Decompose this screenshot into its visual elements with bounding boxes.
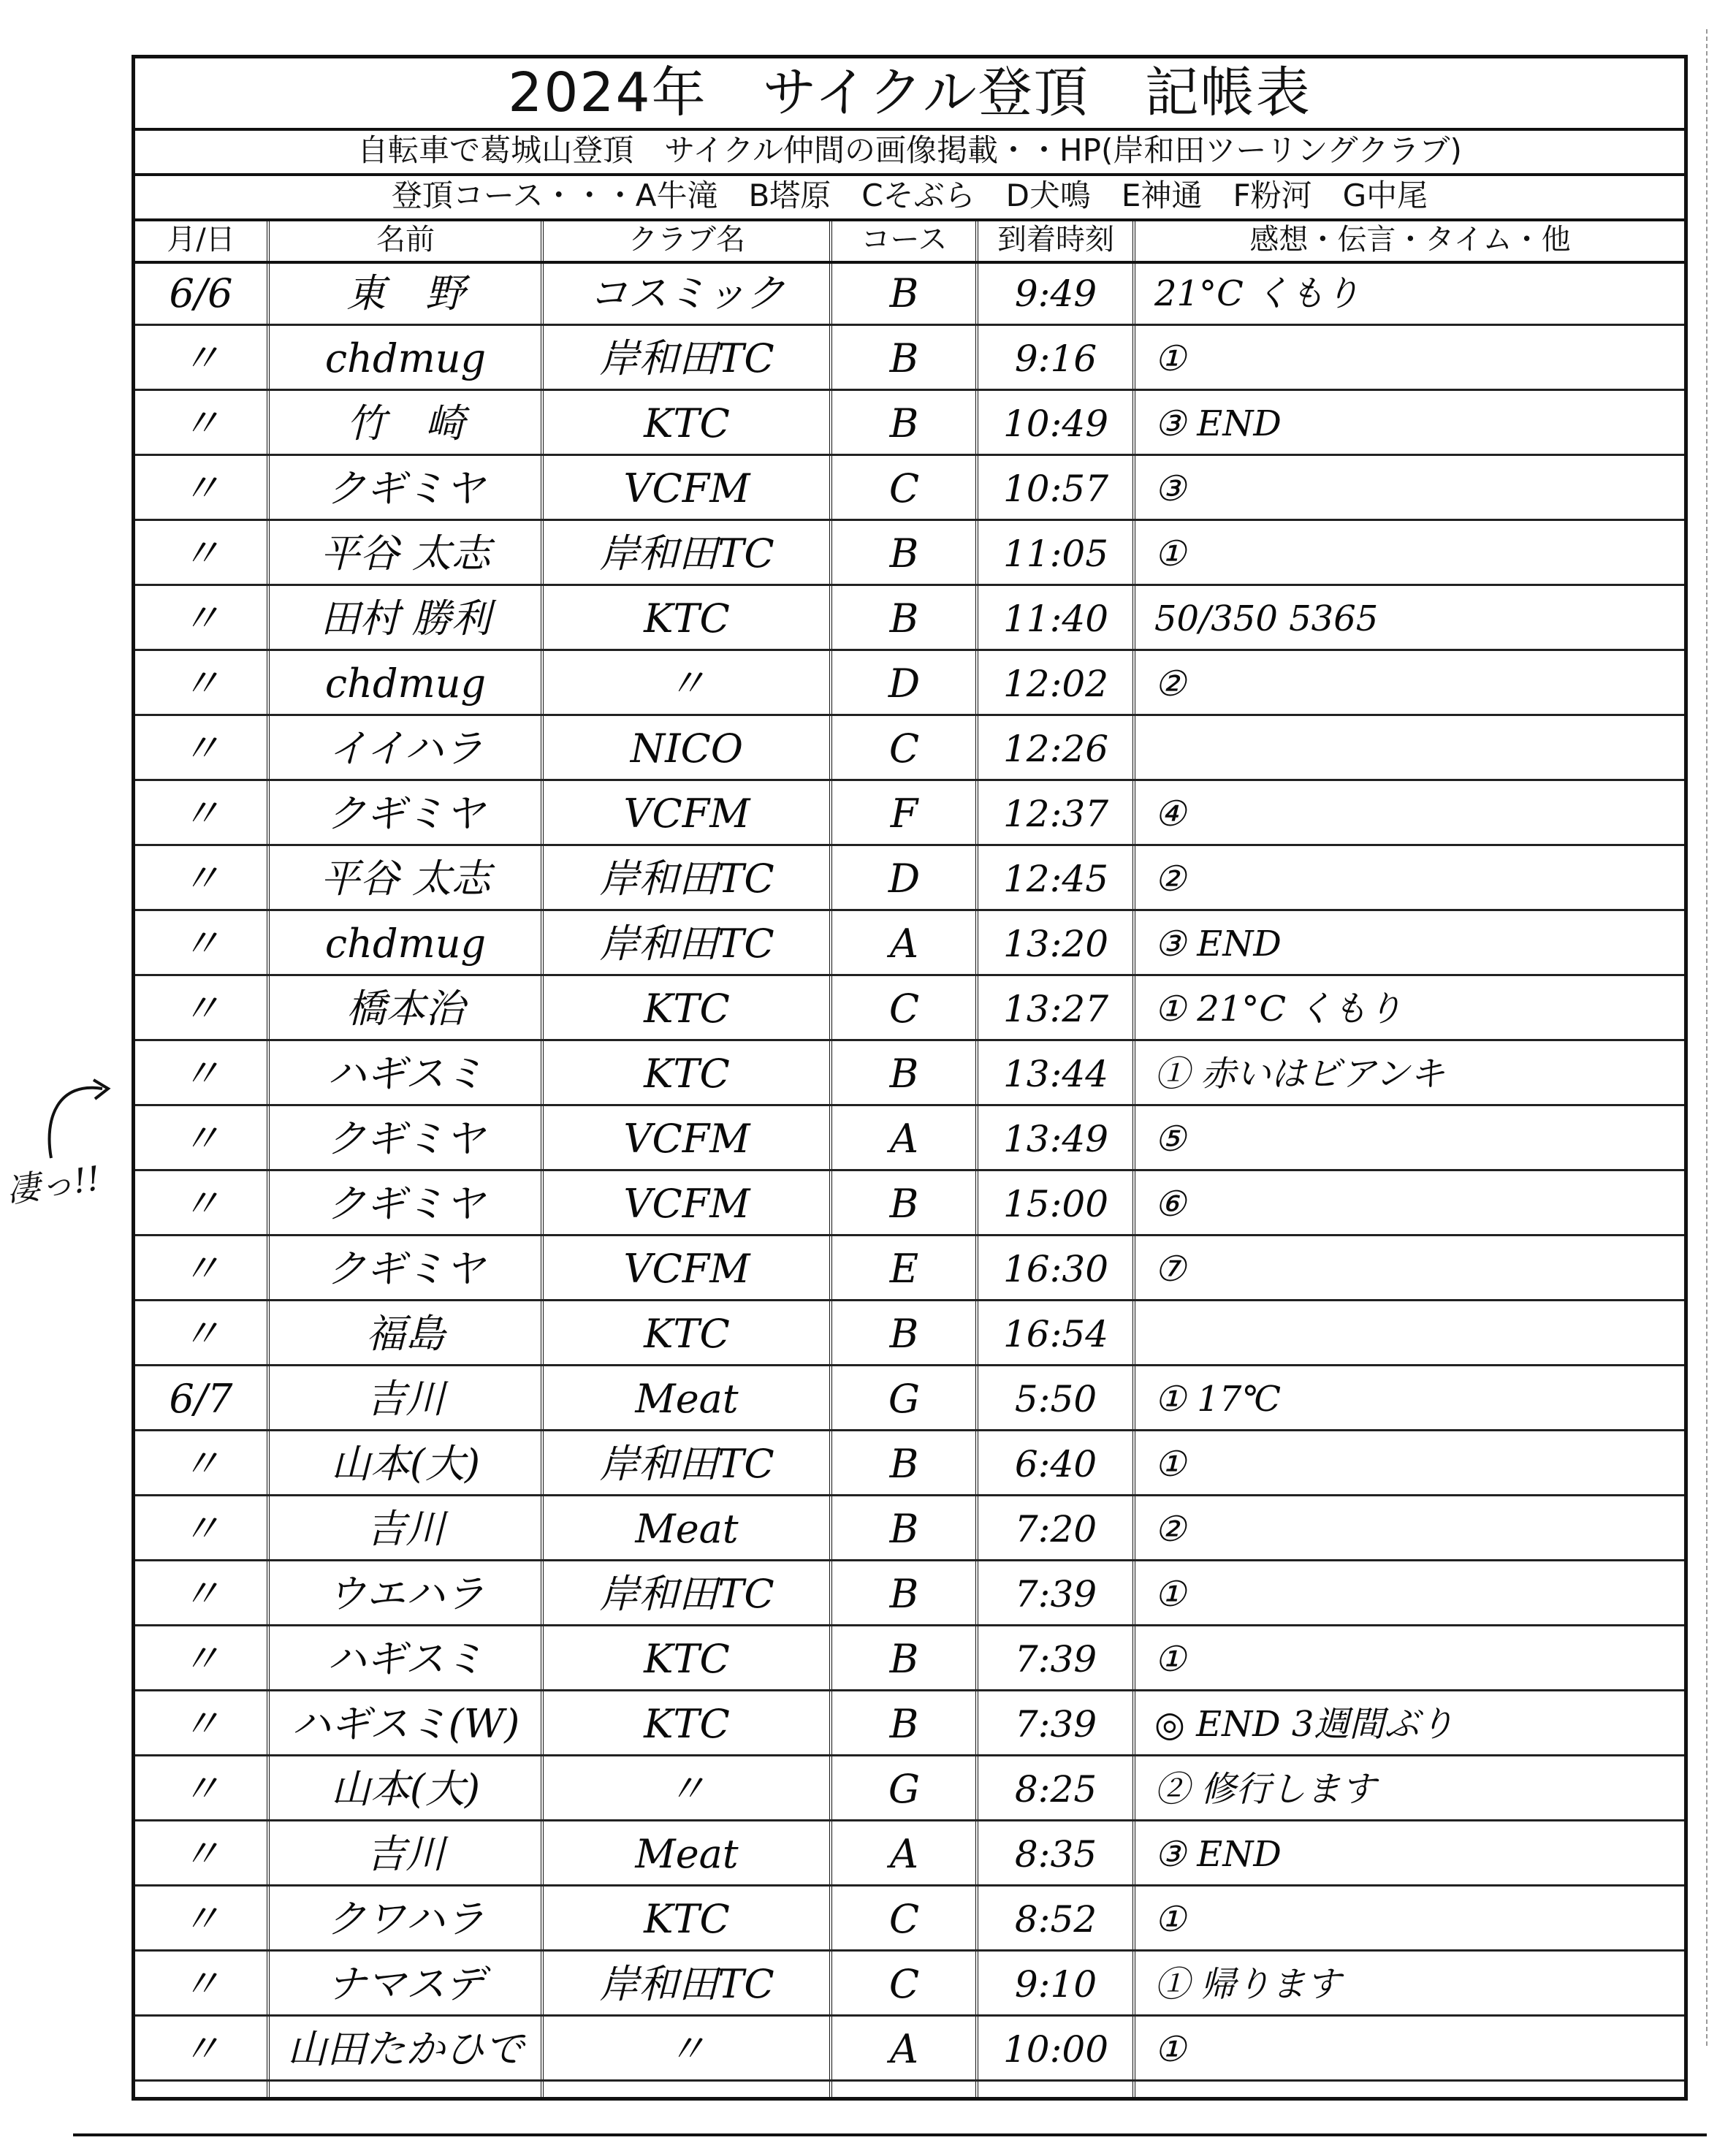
row-course: E [889, 1246, 919, 1292]
row-club: 岸和田TC [599, 1571, 774, 1617]
row-course: C [888, 726, 920, 772]
table-row [135, 261, 1684, 326]
table-row [135, 391, 1684, 456]
row-club: VCFM [623, 1181, 750, 1227]
row-course: B [889, 1636, 919, 1682]
row-course: F [890, 791, 918, 837]
row-course: A [890, 921, 918, 967]
row-note: ② [1154, 1509, 1187, 1550]
row-course: B [889, 335, 919, 381]
row-date: 〃 [181, 2026, 221, 2072]
row-name: 橋本治 [346, 986, 465, 1032]
row-date: 〃 [181, 1246, 221, 1292]
table-row [135, 1171, 1684, 1236]
row-date: 6/7 [169, 1376, 233, 1422]
column-header-name: 名前 [376, 223, 435, 256]
row-club: Meat [635, 1506, 739, 1552]
row-time: 10:49 [1002, 403, 1109, 445]
row-course: D [888, 856, 921, 902]
row-name: クギミヤ [327, 791, 484, 837]
row-date: 〃 [181, 1116, 221, 1162]
row-date: 〃 [181, 921, 221, 967]
row-club: VCFM [623, 465, 750, 511]
row-note: ① [1154, 1574, 1187, 1615]
row-club: KTC [644, 400, 730, 446]
row-name: クギミヤ [327, 465, 484, 511]
row-date: 〃 [181, 1896, 221, 1942]
row-name: chdmug [324, 660, 487, 707]
row-club: 岸和田TC [599, 1961, 774, 2007]
row-name: 吉川 [366, 1831, 445, 1877]
sheet-title: 2024年 サイクル登頂 記帳表 [135, 58, 1684, 131]
row-note: ③ [1154, 468, 1187, 509]
row-name: ハギスミ [327, 1636, 484, 1682]
row-course: B [889, 1311, 919, 1357]
row-note: ① [1154, 1899, 1187, 1940]
row-note: ③ END [1154, 403, 1282, 444]
row-name: ハギスミ(W) [291, 1701, 520, 1747]
row-time: 10:57 [1002, 468, 1109, 510]
row-time: 16:54 [1002, 1313, 1109, 1355]
row-club: KTC [644, 1051, 730, 1097]
course-legend: 登頂コース・・・A牛滝 B塔原 Cそぶら D犬鳴 E神通 F粉河 G中尾 [135, 173, 1684, 221]
row-time: 7:39 [1014, 1638, 1097, 1680]
row-date: 〃 [181, 1766, 221, 1812]
row-time: 15:00 [1002, 1183, 1109, 1225]
row-note: ① [1154, 1639, 1187, 1680]
row-club: KTC [644, 1896, 730, 1942]
row-name: 竹 崎 [346, 400, 465, 446]
row-time: 12:26 [1002, 728, 1109, 770]
row-club: VCFM [623, 1246, 750, 1292]
row-name: クギミヤ [327, 1116, 484, 1162]
row-note: ① 赤いはビアンキ [1154, 1054, 1445, 1094]
row-name: 平谷 太志 [320, 530, 491, 576]
row-date: 〃 [181, 726, 221, 772]
row-club: Meat [635, 1831, 739, 1877]
row-name: イイハラ [327, 726, 484, 772]
row-course: C [888, 1896, 920, 1942]
row-name: ハギスミ [327, 1051, 484, 1097]
row-club: 岸和田TC [599, 856, 774, 902]
row-note: ⑥ [1154, 1184, 1187, 1225]
table-row [135, 1691, 1684, 1756]
margin-note: 凄っ!! [4, 1158, 103, 1211]
row-club: 岸和田TC [599, 530, 774, 576]
table-row [135, 716, 1684, 781]
row-date: 〃 [181, 856, 221, 902]
row-note: ◎ END 3週間ぶり [1154, 1704, 1455, 1745]
row-club: 〃 [667, 1766, 707, 1812]
table-row [135, 586, 1684, 651]
row-course: G [888, 1766, 921, 1812]
row-time: 12:37 [1002, 793, 1109, 835]
row-time: 13:49 [1002, 1118, 1109, 1160]
row-date: 〃 [181, 335, 221, 381]
row-note: ① 21°C くもり [1154, 989, 1403, 1029]
row-club: Meat [635, 1376, 739, 1422]
row-course: B [889, 1181, 919, 1227]
row-course: A [890, 1831, 918, 1877]
row-time: 7:20 [1014, 1508, 1097, 1550]
sheet-subtitle: 自転車で葛城山登頂 サイクル仲間の画像掲載・・HP(岸和田ツーリングクラブ) [135, 128, 1684, 176]
row-course: B [889, 1051, 919, 1097]
row-date: 〃 [181, 1571, 221, 1617]
row-note: ① 17℃ [1154, 1379, 1282, 1420]
row-time: 16:30 [1002, 1248, 1109, 1290]
row-date: 〃 [181, 595, 221, 642]
row-name: 東 野 [346, 270, 465, 316]
row-course: B [889, 1506, 919, 1552]
row-note: ① [1154, 2029, 1187, 2070]
table-row [135, 1756, 1684, 1821]
bottom-rule [73, 2133, 1707, 2136]
row-note: ⑦ [1154, 1249, 1187, 1290]
row-course: B [889, 1571, 919, 1617]
row-club: コスミック [588, 270, 785, 316]
row-date: 〃 [181, 1701, 221, 1747]
row-note: ② [1154, 859, 1187, 899]
row-time: 5:50 [1014, 1378, 1097, 1420]
table-row [135, 521, 1684, 586]
row-date: 〃 [181, 1181, 221, 1227]
row-name: クワハラ [327, 1896, 484, 1942]
row-time: 13:27 [1002, 988, 1109, 1030]
row-time: 13:20 [1002, 923, 1109, 965]
row-course: B [889, 595, 919, 642]
row-time: 11:40 [1002, 598, 1109, 640]
table-row [135, 1236, 1684, 1301]
row-note: 50/350 5365 [1154, 598, 1379, 639]
row-time: 13:44 [1002, 1053, 1109, 1095]
column-header-row [135, 218, 1684, 264]
row-time: 7:39 [1014, 1573, 1097, 1615]
row-time: 8:25 [1014, 1768, 1097, 1811]
row-date: 〃 [181, 1961, 221, 2007]
row-date: 〃 [181, 1441, 221, 1487]
row-time: 7:39 [1014, 1703, 1097, 1745]
row-course: C [888, 465, 920, 511]
row-note: ③ END [1154, 1834, 1282, 1875]
row-club: 〃 [667, 660, 707, 707]
row-time: 8:35 [1014, 1833, 1097, 1876]
row-date: 6/6 [169, 270, 233, 316]
row-note [1140, 716, 1688, 779]
table-row [135, 1561, 1684, 1626]
table-row [135, 1431, 1684, 1496]
column-header-club: クラブ名 [628, 223, 745, 256]
row-club: 岸和田TC [599, 1441, 774, 1487]
row-name: chdmug [324, 335, 487, 381]
row-time: 8:52 [1014, 1898, 1097, 1941]
table-row [135, 1952, 1684, 2017]
row-note: ② [1154, 663, 1187, 704]
row-name: クギミヤ [327, 1181, 484, 1227]
row-time: 12:02 [1002, 663, 1109, 705]
column-header-date: 月/日 [167, 223, 235, 256]
row-course: D [888, 660, 921, 707]
row-name: 山本(大) [330, 1766, 481, 1812]
row-name: ウエハラ [327, 1571, 484, 1617]
row-time: 9:49 [1014, 273, 1097, 315]
table-row [135, 1626, 1684, 1691]
row-name: 山本(大) [330, 1441, 481, 1487]
row-club: 岸和田TC [599, 335, 774, 381]
column-header-time: 到着時刻 [997, 223, 1114, 256]
row-course: G [888, 1376, 921, 1422]
row-note: ① [1154, 1444, 1187, 1485]
row-club: 〃 [667, 2026, 707, 2072]
table-row [135, 1887, 1684, 1952]
row-date: 〃 [181, 400, 221, 446]
row-date: 〃 [181, 1506, 221, 1552]
table-row [135, 456, 1684, 521]
row-date: 〃 [181, 986, 221, 1032]
row-club: KTC [644, 595, 730, 642]
table-row [135, 911, 1684, 976]
row-club: NICO [630, 726, 744, 772]
table-row [135, 651, 1684, 716]
row-club: VCFM [623, 791, 750, 837]
row-course: A [890, 1116, 918, 1162]
row-name: クギミヤ [327, 1246, 484, 1292]
row-course: B [889, 1701, 919, 1747]
row-time: 11:05 [1002, 533, 1109, 575]
row-course: B [889, 1441, 919, 1487]
row-course: C [888, 1961, 920, 2007]
row-note [1140, 1301, 1688, 1364]
row-club: VCFM [623, 1116, 750, 1162]
row-course: C [888, 986, 920, 1032]
row-name: chdmug [324, 921, 487, 967]
row-date: 〃 [181, 530, 221, 576]
row-date: 〃 [181, 1636, 221, 1682]
row-note: 21°C くもり [1154, 273, 1360, 314]
row-note: ① 帰ります [1154, 1964, 1341, 2005]
row-name: ナマスデ [327, 1961, 484, 2007]
row-name: 田村 勝利 [320, 595, 491, 642]
row-course: A [890, 2026, 918, 2072]
page-edge [1706, 29, 1708, 2046]
row-date: 〃 [181, 660, 221, 707]
row-date: 〃 [181, 1831, 221, 1877]
row-club: KTC [644, 1311, 730, 1357]
column-header-course: コース [861, 223, 948, 256]
table-row [135, 1821, 1684, 1887]
table-row [135, 1106, 1684, 1171]
row-date: 〃 [181, 1311, 221, 1357]
row-name: 吉川 [366, 1506, 445, 1552]
row-club: KTC [644, 1701, 730, 1747]
row-course: B [889, 270, 919, 316]
row-date: 〃 [181, 791, 221, 837]
row-course: B [889, 400, 919, 446]
register-sheet [132, 55, 1688, 2101]
row-time: 10:00 [1002, 2028, 1109, 2071]
table-row [135, 846, 1684, 911]
row-club: 岸和田TC [599, 921, 774, 967]
row-note: ① [1154, 533, 1187, 574]
row-name: 吉川 [366, 1376, 445, 1422]
column-header-note: 感想・伝言・タイム・他 [1249, 223, 1571, 256]
table-row [135, 2017, 1684, 2082]
table-row [135, 1041, 1684, 1106]
row-name: 福島 [366, 1311, 445, 1357]
table-row [135, 326, 1684, 391]
row-course: B [889, 530, 919, 576]
row-date: 〃 [181, 465, 221, 511]
table-row [135, 1301, 1684, 1366]
row-note: ④ [1154, 793, 1187, 834]
row-note: ① [1154, 338, 1187, 379]
table-row [135, 1496, 1684, 1561]
table-row [135, 1366, 1684, 1431]
row-name: 平谷 太志 [320, 856, 491, 902]
row-note: ③ END [1154, 924, 1282, 964]
row-name: 山田たかひで [287, 2026, 524, 2072]
row-club: KTC [644, 1636, 730, 1682]
row-club: KTC [644, 986, 730, 1032]
row-note: ② 修行します [1154, 1769, 1377, 1810]
row-time: 9:10 [1014, 1963, 1097, 2006]
row-time: 12:45 [1002, 858, 1109, 900]
row-note: ⑤ [1154, 1119, 1187, 1160]
table-row [135, 781, 1684, 846]
table-row [135, 976, 1684, 1041]
row-time: 9:16 [1014, 338, 1097, 380]
row-date: 〃 [181, 1051, 221, 1097]
row-time: 6:40 [1014, 1443, 1097, 1485]
